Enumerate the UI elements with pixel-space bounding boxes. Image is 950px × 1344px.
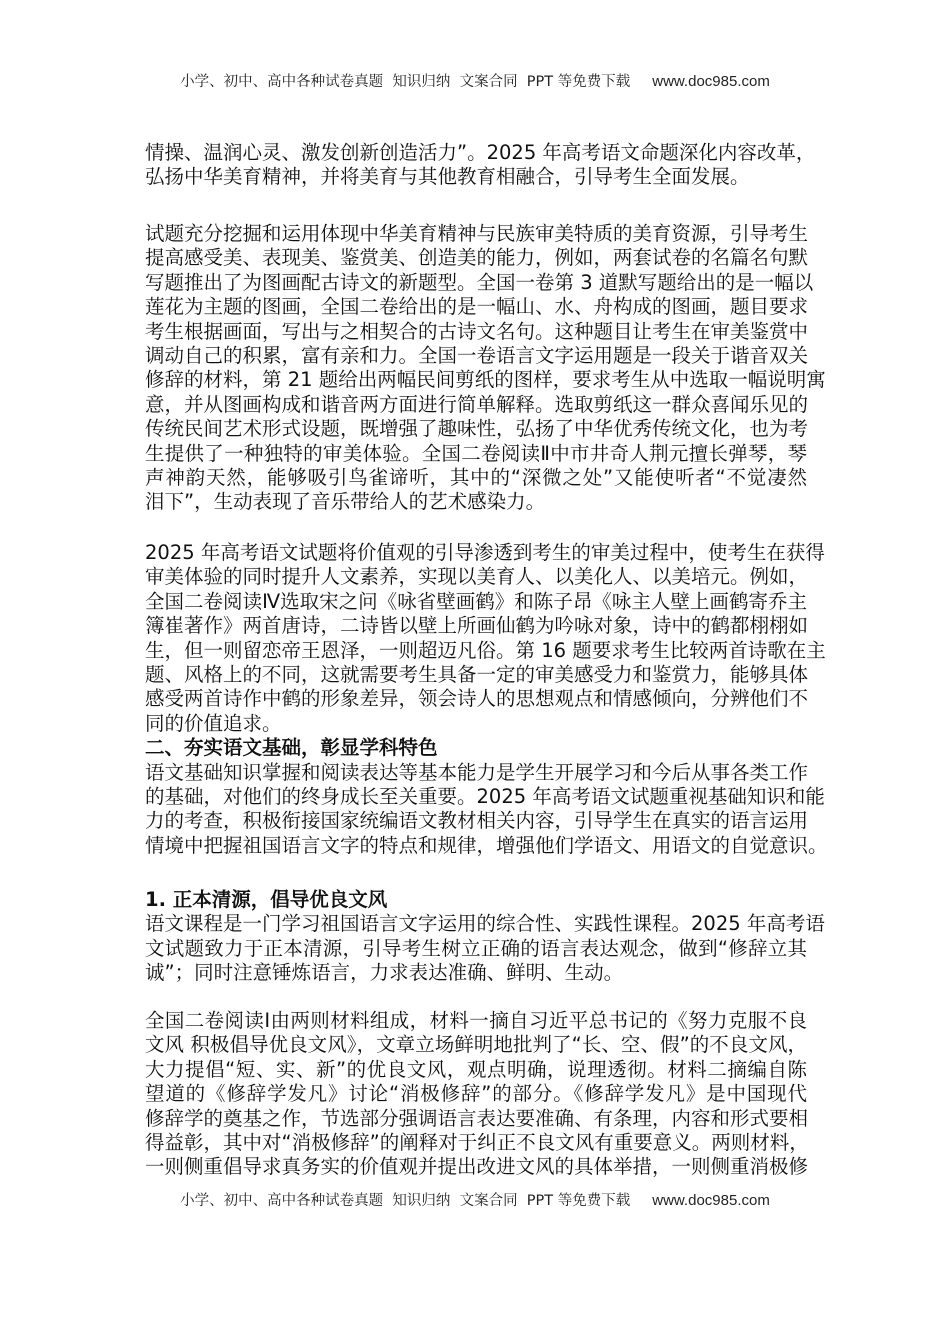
- text-line: 考生根据画面，写出与之相契合的古诗文名句。这种题目让考生在审美鉴赏中: [145, 319, 809, 343]
- text-line: 调动自己的积累，富有亲和力。全国一卷语言文字运用题是一段关于谐音双关: [145, 343, 809, 367]
- text-line: 情境中把握祖国语言文字的特点和规律，增强他们学语文、用语文的自觉意识。: [145, 833, 828, 857]
- paragraph-1: [145, 141, 816, 190]
- text-line: 全国二卷阅读Ⅳ选取宋之问《咏省壁画鹤》和陈子昂《咏主人壁上画鹤寄乔主: [145, 589, 807, 613]
- section-heading: 二、夯实语文基础，彰显学科特色: [145, 736, 438, 760]
- text-line: 试题充分挖掘和运用体现中华美育精神与民族审美特质的美育资源，引导考生: [145, 222, 809, 245]
- text-line: 簿崔著作》两首唐诗，二诗皆以壁上所画仙鹤为吟咏对象，诗中的鹤都栩栩如: [145, 614, 809, 638]
- text-line: 诚”；同时注意锤炼语言，力求表达准确、鲜明、生动。: [145, 961, 624, 985]
- text-line: 文试题致力于正本清源，引导考生树立正确的语言表达观念，做到“修辞立其: [145, 936, 807, 960]
- text-line: 生，但一则留恋帝王恩泽，一则超迈凡俗。第 16 题要求考生比较两首诗歌在主: [145, 638, 826, 662]
- text-line: 泪下”，生动表现了音乐带给人的艺术感染力。: [145, 490, 546, 514]
- section-1-heading-and-paragraph: [145, 888, 825, 986]
- text-line: 同的价值追求。: [145, 711, 282, 735]
- text-line: 写题推出了为图画配古诗文的新题型。全国一卷第 3 道默写题给出的是一幅以: [145, 270, 814, 294]
- footer-text: 小学、初中、高中各种试卷真题 知识归纳 文案合同 PPT 等免费下载: [180, 1193, 631, 1209]
- text-line: 语文基础知识掌握和阅读表达等基本能力是学生开展学习和今后从事各类工作: [145, 760, 809, 784]
- text-line: 弘扬中华美育精神，并将美育与其他教育相融合，引导考生全面发展。: [145, 165, 750, 189]
- text-line: 大力提倡“短、实、新”的优良文风，观点明确，说理透彻。材料二摘编自陈: [145, 1057, 807, 1081]
- footer-url[interactable]: www.doc985.com: [652, 1192, 770, 1209]
- text-line: 力的考查，积极衔接国家统编语文教材相关内容，引导学生在真实的语言运用: [145, 809, 809, 833]
- header-url[interactable]: www.doc985.com: [652, 73, 770, 90]
- header-text: 小学、初中、高中各种试卷真题 知识归纳 文案合同 PPT 等免费下载: [180, 74, 631, 90]
- text-line: 生提供了一种独特的审美体验。全国二卷阅读Ⅱ中市井奇人荆元擅长弹琴，琴: [145, 441, 807, 465]
- text-line: 全国二卷阅读Ⅰ由两则材料组成，材料一摘自习近平总书记的《努力克服不良: [145, 1009, 807, 1032]
- text-line: 传统民间艺术形式设题，既增强了趣味性，弘扬了中华优秀传统文化，也为考: [145, 417, 809, 441]
- section-heading: 1. 正本清源，倡导优良文风: [145, 888, 388, 911]
- text-line: 修辞学的奠基之作，节选部分强调语言表达要准确、有条理，内容和形式要相: [145, 1106, 809, 1130]
- text-line: 审美体验的同时提升人文素养，实现以美育人、以美化人、以美培元。例如，: [145, 565, 809, 589]
- page-header: [0, 70, 950, 91]
- section-aesthetic-values: [145, 541, 828, 858]
- text-line: 2025 年高考语文试题将价值观的引导渗透到考生的审美过程中，使考生在获得: [145, 541, 825, 564]
- text-line: 得益彰，其中对“消极修辞”的阐释对于纠正不良文风有重要意义。两则材料，: [145, 1130, 809, 1154]
- text-line: 一则侧重倡导求真务实的价值观并提出改进文风的具体举措，一则侧重消极修: [145, 1155, 809, 1179]
- text-line: 感受两首诗作中鹤的形象差异，领会诗人的思想观点和情感倾向，分辨他们不: [145, 687, 809, 711]
- text-line: 题、风格上的不同，这就需要考生具备一定的审美感受力和鉴赏力，能够具体: [145, 662, 809, 686]
- paragraph-2: [145, 222, 826, 515]
- text-line: 莲花为主题的图画，全国二卷给出的是一幅山、水、舟构成的图画，题目要求: [145, 295, 809, 319]
- text-line: 修辞的材料，第 21 题给出两幅民间剪纸的图样，要求考生从中选取一幅说明寓: [145, 368, 826, 392]
- page-footer: [0, 1189, 950, 1210]
- text-line: 意，并从图画构成和谐音两方面进行简单解释。选取剪纸这一群众喜闻乐见的: [145, 392, 809, 416]
- text-line: 情操、温润心灵、激发创新创造活力”。2025 年高考语文命题深化内容改革，: [145, 141, 816, 164]
- text-line: 望道的《修辞学发凡》讨论“消极修辞”的部分。《修辞学发凡》是中国现代: [145, 1082, 807, 1106]
- text-line: 文风 积极倡导优良文风》，文章立场鲜明地批判了“长、空、假”的不良文风，: [145, 1033, 807, 1057]
- text-line: 声神韵天然，能够吸引鸟雀谛听，其中的“深微之处”又能使听者“不觉凄然: [145, 465, 807, 489]
- text-line: 提高感受美、表现美、鉴赏美、创造美的能力，例如，两套试卷的名篇名句默: [145, 246, 809, 270]
- paragraph-reading-1: [145, 1009, 807, 1180]
- text-line: 的基础，对他们的终身成长至关重要。2025 年高考语文试题重视基础知识和能: [145, 784, 825, 808]
- text-line: 语文课程是一门学习祖国语言文字运用的综合性、实践性课程。2025 年高考语: [145, 912, 825, 936]
